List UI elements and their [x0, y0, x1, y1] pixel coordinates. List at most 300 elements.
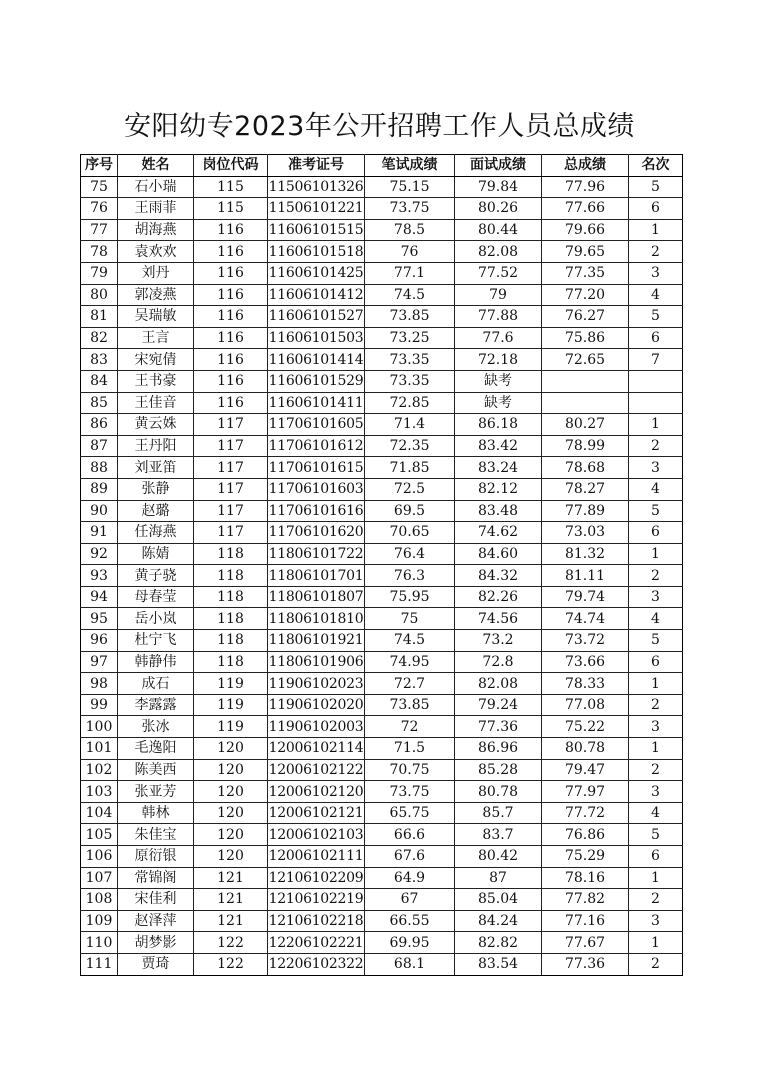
ticket-number-cell: 11806101906	[268, 651, 365, 673]
written-score-cell: 72	[365, 716, 455, 738]
ticket-number-cell: 11506101221	[268, 198, 365, 220]
rank-cell: 2	[629, 435, 683, 457]
total-score-cell: 77.97	[542, 781, 629, 803]
header-total-score: 总成绩	[542, 155, 629, 177]
table-row	[81, 932, 683, 954]
written-score-cell: 72.5	[365, 478, 455, 500]
name-cell: 郭凌燕	[118, 284, 194, 306]
rank-cell: 2	[629, 565, 683, 587]
document-title: 安阳幼专2023年公开招聘工作人员总成绩	[124, 111, 635, 142]
seq-cell: 79	[81, 262, 118, 284]
interview-score-cell: 73.2	[455, 630, 542, 652]
seq-cell: 99	[81, 694, 118, 716]
interview-score-cell: 72.8	[455, 651, 542, 673]
rank-cell: 7	[629, 349, 683, 371]
table-row	[81, 284, 683, 306]
ticket-number-cell: 11706101603	[268, 478, 365, 500]
ticket-number-cell: 12006102122	[268, 759, 365, 781]
seq-cell: 80	[81, 284, 118, 306]
seq-cell: 98	[81, 673, 118, 695]
written-score-cell: 65.75	[365, 802, 455, 824]
name-cell: 毛逸阳	[118, 738, 194, 760]
rank-cell: 3	[629, 262, 683, 284]
rank-cell: 2	[629, 759, 683, 781]
post-code-cell: 115	[194, 176, 268, 198]
table-row	[81, 586, 683, 608]
interview-score-cell: 85.04	[455, 889, 542, 911]
post-code-cell: 116	[194, 392, 268, 414]
total-score-cell: 77.08	[542, 694, 629, 716]
total-score-cell: 74.74	[542, 608, 629, 630]
seq-cell: 107	[81, 867, 118, 889]
written-score-cell: 67.6	[365, 846, 455, 868]
post-code-cell: 121	[194, 910, 268, 932]
seq-cell: 106	[81, 846, 118, 868]
ticket-number-cell: 11706101612	[268, 435, 365, 457]
rank-cell: 3	[629, 910, 683, 932]
interview-score-cell: 80.44	[455, 219, 542, 241]
name-cell: 宋佳利	[118, 889, 194, 911]
interview-score-cell: 83.7	[455, 824, 542, 846]
table-row	[81, 781, 683, 803]
interview-score-cell: 85.28	[455, 759, 542, 781]
total-score-cell: 77.82	[542, 889, 629, 911]
total-score-cell: 81.11	[542, 565, 629, 587]
rank-cell: 1	[629, 219, 683, 241]
seq-cell: 75	[81, 176, 118, 198]
interview-score-cell: 85.7	[455, 802, 542, 824]
name-cell: 李露露	[118, 694, 194, 716]
post-code-cell: 120	[194, 738, 268, 760]
written-score-cell: 64.9	[365, 867, 455, 889]
written-score-cell: 76.3	[365, 565, 455, 587]
rank-cell: 3	[629, 716, 683, 738]
interview-score-cell: 缺考	[455, 370, 542, 392]
ticket-number-cell: 12006102121	[268, 802, 365, 824]
total-score-cell: 77.36	[542, 953, 629, 975]
post-code-cell: 117	[194, 435, 268, 457]
post-code-cell: 118	[194, 608, 268, 630]
name-cell: 朱佳宝	[118, 824, 194, 846]
header-ticket-number: 准考证号	[268, 155, 365, 177]
name-cell: 黄子骁	[118, 565, 194, 587]
interview-score-cell: 79	[455, 284, 542, 306]
name-cell: 杜宁飞	[118, 630, 194, 652]
interview-score-cell: 77.52	[455, 262, 542, 284]
interview-score-cell: 86.96	[455, 738, 542, 760]
ticket-number-cell: 12006102114	[268, 738, 365, 760]
seq-cell: 101	[81, 738, 118, 760]
seq-cell: 102	[81, 759, 118, 781]
rank-cell: 2	[629, 953, 683, 975]
seq-cell: 111	[81, 953, 118, 975]
seq-cell: 104	[81, 802, 118, 824]
interview-score-cell: 84.32	[455, 565, 542, 587]
name-cell: 陈婧	[118, 543, 194, 565]
ticket-number-cell: 11606101515	[268, 219, 365, 241]
table-row	[81, 824, 683, 846]
seq-cell: 84	[81, 370, 118, 392]
seq-cell: 78	[81, 241, 118, 263]
seq-cell: 90	[81, 500, 118, 522]
ticket-number-cell: 11806101807	[268, 586, 365, 608]
post-code-cell: 117	[194, 500, 268, 522]
post-code-cell: 120	[194, 802, 268, 824]
interview-score-cell: 83.24	[455, 457, 542, 479]
rank-cell: 5	[629, 630, 683, 652]
table-row	[81, 953, 683, 975]
post-code-cell: 118	[194, 543, 268, 565]
total-score-cell: 77.96	[542, 176, 629, 198]
table-header-row	[81, 155, 683, 177]
interview-score-cell: 82.08	[455, 241, 542, 263]
seq-cell: 91	[81, 522, 118, 544]
ticket-number-cell: 11806101701	[268, 565, 365, 587]
post-code-cell: 120	[194, 824, 268, 846]
seq-cell: 93	[81, 565, 118, 587]
post-code-cell: 116	[194, 349, 268, 371]
written-score-cell: 72.7	[365, 673, 455, 695]
seq-cell: 97	[81, 651, 118, 673]
rank-cell: 1	[629, 543, 683, 565]
post-code-cell: 115	[194, 198, 268, 220]
table-row	[81, 370, 683, 392]
interview-score-cell: 84.24	[455, 910, 542, 932]
interview-score-cell: 82.12	[455, 478, 542, 500]
written-score-cell: 69.5	[365, 500, 455, 522]
ticket-number-cell: 12106102219	[268, 889, 365, 911]
written-score-cell: 71.4	[365, 414, 455, 436]
name-cell: 原衍银	[118, 846, 194, 868]
total-score-cell: 77.89	[542, 500, 629, 522]
post-code-cell: 117	[194, 478, 268, 500]
table-row	[81, 349, 683, 371]
ticket-number-cell: 12006102120	[268, 781, 365, 803]
seq-cell: 100	[81, 716, 118, 738]
interview-score-cell: 82.82	[455, 932, 542, 954]
interview-score-cell: 83.54	[455, 953, 542, 975]
name-cell: 张冰	[118, 716, 194, 738]
written-score-cell: 71.5	[365, 738, 455, 760]
rank-cell: 5	[629, 500, 683, 522]
table-row	[81, 241, 683, 263]
name-cell: 胡梦影	[118, 932, 194, 954]
seq-cell: 94	[81, 586, 118, 608]
name-cell: 王言	[118, 327, 194, 349]
total-score-cell: 80.78	[542, 738, 629, 760]
interview-score-cell: 79.24	[455, 694, 542, 716]
ticket-number-cell: 11606101527	[268, 306, 365, 328]
written-score-cell: 74.5	[365, 284, 455, 306]
ticket-number-cell: 11906102003	[268, 716, 365, 738]
table-row	[81, 478, 683, 500]
rank-cell: 2	[629, 241, 683, 263]
total-score-cell: 79.74	[542, 586, 629, 608]
name-cell: 常锦阁	[118, 867, 194, 889]
total-score-cell: 73.03	[542, 522, 629, 544]
written-score-cell: 78.5	[365, 219, 455, 241]
post-code-cell: 122	[194, 932, 268, 954]
name-cell: 任海燕	[118, 522, 194, 544]
seq-cell: 77	[81, 219, 118, 241]
ticket-number-cell: 12006102111	[268, 846, 365, 868]
total-score-cell: 76.27	[542, 306, 629, 328]
rank-cell: 6	[629, 846, 683, 868]
total-score-cell	[542, 370, 629, 392]
name-cell: 刘丹	[118, 262, 194, 284]
total-score-cell: 78.99	[542, 435, 629, 457]
table-row	[81, 630, 683, 652]
interview-score-cell: 77.88	[455, 306, 542, 328]
post-code-cell: 118	[194, 630, 268, 652]
ticket-number-cell: 11606101503	[268, 327, 365, 349]
name-cell: 袁欢欢	[118, 241, 194, 263]
rank-cell: 5	[629, 176, 683, 198]
table-row	[81, 414, 683, 436]
name-cell: 宋宛倩	[118, 349, 194, 371]
rank-cell	[629, 392, 683, 414]
table-row	[81, 651, 683, 673]
seq-cell: 103	[81, 781, 118, 803]
seq-cell: 88	[81, 457, 118, 479]
written-score-cell: 69.95	[365, 932, 455, 954]
table-row	[81, 694, 683, 716]
name-cell: 韩林	[118, 802, 194, 824]
table-row	[81, 457, 683, 479]
table-row	[81, 543, 683, 565]
written-score-cell: 76.4	[365, 543, 455, 565]
header-rank: 名次	[629, 155, 683, 177]
written-score-cell: 73.25	[365, 327, 455, 349]
rank-cell: 5	[629, 824, 683, 846]
total-score-cell: 79.47	[542, 759, 629, 781]
name-cell: 母春莹	[118, 586, 194, 608]
total-score-cell: 77.72	[542, 802, 629, 824]
seq-cell: 81	[81, 306, 118, 328]
name-cell: 刘亚笛	[118, 457, 194, 479]
written-score-cell: 70.65	[365, 522, 455, 544]
header-interview-score: 面试成绩	[455, 155, 542, 177]
post-code-cell: 119	[194, 694, 268, 716]
rank-cell: 3	[629, 586, 683, 608]
table-row	[81, 392, 683, 414]
total-score-cell: 81.32	[542, 543, 629, 565]
interview-score-cell: 84.60	[455, 543, 542, 565]
name-cell: 石小瑞	[118, 176, 194, 198]
table-row	[81, 846, 683, 868]
name-cell: 张静	[118, 478, 194, 500]
ticket-number-cell: 12206102322	[268, 953, 365, 975]
written-score-cell: 76	[365, 241, 455, 263]
interview-score-cell: 74.62	[455, 522, 542, 544]
post-code-cell: 118	[194, 651, 268, 673]
written-score-cell: 74.5	[365, 630, 455, 652]
ticket-number-cell: 12106102209	[268, 867, 365, 889]
written-score-cell: 66.6	[365, 824, 455, 846]
name-cell: 韩静伟	[118, 651, 194, 673]
ticket-number-cell: 11606101414	[268, 349, 365, 371]
written-score-cell: 73.75	[365, 198, 455, 220]
total-score-cell: 73.66	[542, 651, 629, 673]
post-code-cell: 120	[194, 759, 268, 781]
rank-cell: 1	[629, 414, 683, 436]
total-score-cell: 79.66	[542, 219, 629, 241]
name-cell: 陈美西	[118, 759, 194, 781]
table-row	[81, 327, 683, 349]
post-code-cell: 121	[194, 867, 268, 889]
ticket-number-cell: 11606101529	[268, 370, 365, 392]
rank-cell: 3	[629, 781, 683, 803]
interview-score-cell: 86.18	[455, 414, 542, 436]
seq-cell: 96	[81, 630, 118, 652]
rank-cell: 6	[629, 522, 683, 544]
seq-cell: 82	[81, 327, 118, 349]
total-score-cell: 80.27	[542, 414, 629, 436]
table-row	[81, 176, 683, 198]
header-post-code: 岗位代码	[194, 155, 268, 177]
seq-cell: 109	[81, 910, 118, 932]
total-score-cell: 77.35	[542, 262, 629, 284]
seq-cell: 92	[81, 543, 118, 565]
rank-cell: 2	[629, 889, 683, 911]
ticket-number-cell: 11906102020	[268, 694, 365, 716]
name-cell: 王书豪	[118, 370, 194, 392]
total-score-cell	[542, 392, 629, 414]
name-cell: 赵泽萍	[118, 910, 194, 932]
seq-cell: 95	[81, 608, 118, 630]
interview-score-cell: 74.56	[455, 608, 542, 630]
ticket-number-cell: 11706101616	[268, 500, 365, 522]
name-cell: 胡海燕	[118, 219, 194, 241]
table-row	[81, 608, 683, 630]
rank-cell: 6	[629, 198, 683, 220]
total-score-cell: 78.68	[542, 457, 629, 479]
total-score-cell: 73.72	[542, 630, 629, 652]
written-score-cell: 72.85	[365, 392, 455, 414]
results-table	[80, 154, 683, 976]
post-code-cell: 122	[194, 953, 268, 975]
written-score-cell: 66.55	[365, 910, 455, 932]
written-score-cell: 73.85	[365, 306, 455, 328]
written-score-cell: 73.35	[365, 370, 455, 392]
written-score-cell: 73.75	[365, 781, 455, 803]
written-score-cell: 73.85	[365, 694, 455, 716]
interview-score-cell: 80.42	[455, 846, 542, 868]
ticket-number-cell: 11506101326	[268, 176, 365, 198]
total-score-cell: 77.16	[542, 910, 629, 932]
total-score-cell: 77.20	[542, 284, 629, 306]
name-cell: 王佳音	[118, 392, 194, 414]
total-score-cell: 78.16	[542, 867, 629, 889]
written-score-cell: 75	[365, 608, 455, 630]
table-row	[81, 262, 683, 284]
written-score-cell: 73.35	[365, 349, 455, 371]
rank-cell: 6	[629, 651, 683, 673]
total-score-cell: 77.67	[542, 932, 629, 954]
seq-cell: 110	[81, 932, 118, 954]
written-score-cell: 72.35	[365, 435, 455, 457]
rank-cell: 6	[629, 327, 683, 349]
ticket-number-cell: 11706101620	[268, 522, 365, 544]
total-score-cell: 79.65	[542, 241, 629, 263]
ticket-number-cell: 12106102218	[268, 910, 365, 932]
interview-score-cell: 72.18	[455, 349, 542, 371]
post-code-cell: 120	[194, 781, 268, 803]
name-cell: 王丹阳	[118, 435, 194, 457]
ticket-number-cell: 11706101605	[268, 414, 365, 436]
post-code-cell: 116	[194, 306, 268, 328]
table-row	[81, 867, 683, 889]
name-cell: 赵璐	[118, 500, 194, 522]
interview-score-cell: 82.26	[455, 586, 542, 608]
rank-cell: 1	[629, 932, 683, 954]
rank-cell: 2	[629, 694, 683, 716]
seq-cell: 83	[81, 349, 118, 371]
table-row	[81, 198, 683, 220]
post-code-cell: 117	[194, 414, 268, 436]
post-code-cell: 117	[194, 457, 268, 479]
table-row	[81, 306, 683, 328]
rank-cell: 4	[629, 478, 683, 500]
name-cell: 吴瑞敏	[118, 306, 194, 328]
seq-cell: 87	[81, 435, 118, 457]
rank-cell: 1	[629, 738, 683, 760]
total-score-cell: 75.29	[542, 846, 629, 868]
interview-score-cell: 77.6	[455, 327, 542, 349]
post-code-cell: 118	[194, 586, 268, 608]
written-score-cell: 77.1	[365, 262, 455, 284]
table-row	[81, 565, 683, 587]
table-body	[81, 176, 683, 975]
seq-cell: 76	[81, 198, 118, 220]
written-score-cell: 75.95	[365, 586, 455, 608]
post-code-cell: 119	[194, 673, 268, 695]
interview-score-cell: 80.78	[455, 781, 542, 803]
table-row	[81, 889, 683, 911]
post-code-cell: 116	[194, 262, 268, 284]
rank-cell	[629, 370, 683, 392]
header-written-score: 笔试成绩	[365, 155, 455, 177]
rank-cell: 1	[629, 673, 683, 695]
name-cell: 成石	[118, 673, 194, 695]
interview-score-cell: 缺考	[455, 392, 542, 414]
rank-cell: 1	[629, 867, 683, 889]
name-cell: 张亚芳	[118, 781, 194, 803]
table-row	[81, 738, 683, 760]
post-code-cell: 121	[194, 889, 268, 911]
total-score-cell: 78.27	[542, 478, 629, 500]
table-row	[81, 759, 683, 781]
table-row	[81, 522, 683, 544]
ticket-number-cell: 11606101425	[268, 262, 365, 284]
post-code-cell: 116	[194, 370, 268, 392]
rank-cell: 5	[629, 306, 683, 328]
header-name: 姓名	[118, 155, 194, 177]
interview-score-cell: 83.42	[455, 435, 542, 457]
written-score-cell: 67	[365, 889, 455, 911]
interview-score-cell: 83.48	[455, 500, 542, 522]
total-score-cell: 75.86	[542, 327, 629, 349]
interview-score-cell: 77.36	[455, 716, 542, 738]
seq-cell: 105	[81, 824, 118, 846]
name-cell: 王雨菲	[118, 198, 194, 220]
table-row	[81, 673, 683, 695]
table-row	[81, 802, 683, 824]
rank-cell: 3	[629, 457, 683, 479]
written-score-cell: 68.1	[365, 953, 455, 975]
post-code-cell: 116	[194, 327, 268, 349]
post-code-cell: 117	[194, 522, 268, 544]
